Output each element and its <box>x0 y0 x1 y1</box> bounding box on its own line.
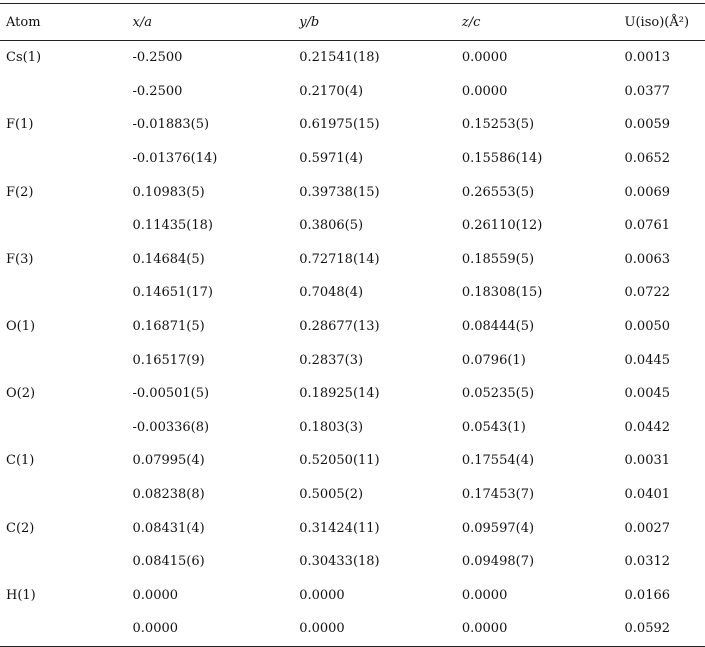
table-row <box>0 41 705 75</box>
table-row <box>0 478 705 512</box>
table-row <box>0 411 705 445</box>
y-coordinate-cell: 0.52050(11) <box>299 453 380 469</box>
atom-cell: O(1) <box>6 319 36 335</box>
table-row <box>0 343 705 377</box>
x-coordinate-cell: 0.10983(5) <box>132 184 205 200</box>
z-coordinate-cell: 0.0000 <box>461 50 508 66</box>
x-coordinate-cell: -0.01883(5) <box>132 117 210 133</box>
header-y: y/b <box>299 4 462 41</box>
atom-cell: Cs(1) <box>6 50 42 66</box>
x-coordinate-cell: 0.08238(8) <box>132 487 205 503</box>
atom-cell: F(1) <box>6 117 34 133</box>
uiso-cell: 0.0401 <box>624 487 671 503</box>
atom-cell: C(1) <box>6 453 35 469</box>
uiso-cell: 0.0166 <box>624 587 671 603</box>
uiso-cell: 0.0027 <box>624 520 671 536</box>
atom-cell: F(2) <box>6 184 34 200</box>
atom-cell <box>0 276 133 310</box>
z-coordinate-cell: 0.26553(5) <box>461 184 535 200</box>
uiso-cell: 0.0050 <box>624 319 671 335</box>
x-coordinate-cell: 0.07995(4) <box>132 453 205 469</box>
y-coordinate-cell: 0.31424(11) <box>299 520 380 536</box>
table-row <box>0 444 705 478</box>
y-coordinate-cell: 0.30433(18) <box>299 554 380 570</box>
x-coordinate-cell: 0.08415(6) <box>132 554 205 570</box>
atom-cell: F(3) <box>6 251 34 267</box>
table-row <box>0 377 705 411</box>
y-coordinate-cell: 0.3806(5) <box>299 218 364 234</box>
y-coordinate-cell: 0.5971(4) <box>299 151 364 167</box>
z-coordinate-cell: 0.15586(14) <box>461 151 543 167</box>
z-coordinate-cell: 0.09498(7) <box>461 554 535 570</box>
uiso-cell: 0.0377 <box>624 83 671 99</box>
atom-cell <box>0 209 133 243</box>
y-coordinate-cell: 0.0000 <box>299 612 462 646</box>
y-coordinate-cell: 0.21541(18) <box>299 50 380 66</box>
header-x: x/a <box>133 4 300 41</box>
table-row <box>0 612 705 646</box>
uiso-cell: 0.0312 <box>624 554 671 570</box>
atomic-coordinates-table <box>0 3 705 647</box>
x-coordinate-cell: -0.00336(8) <box>132 419 210 435</box>
uiso-cell: 0.0045 <box>624 386 671 402</box>
table-row <box>0 75 705 109</box>
atom-cell <box>0 478 133 512</box>
uiso-cell: 0.0445 <box>624 352 671 368</box>
atom-cell <box>0 411 133 445</box>
z-coordinate-cell: 0.17453(7) <box>461 487 535 503</box>
header-uiso: U(iso)(Å²) <box>625 4 705 41</box>
x-coordinate-cell: 0.16871(5) <box>132 319 205 335</box>
x-coordinate-cell: -0.2500 <box>132 83 183 99</box>
uiso-cell: 0.0722 <box>624 285 671 301</box>
y-coordinate-cell: 0.72718(14) <box>299 251 380 267</box>
z-coordinate-cell: 0.0543(1) <box>461 419 526 435</box>
header-z: z/c <box>462 4 625 41</box>
table-row <box>0 142 705 176</box>
z-coordinate-cell: 0.26110(12) <box>461 218 543 234</box>
z-coordinate-cell: 0.0796(1) <box>461 352 526 368</box>
z-coordinate-cell: 0.15253(5) <box>461 117 535 133</box>
uiso-cell: 0.0442 <box>624 419 671 435</box>
x-coordinate-cell: -0.2500 <box>132 50 183 66</box>
x-coordinate-cell: -0.01376(14) <box>132 151 218 167</box>
table-row <box>0 243 705 277</box>
uiso-cell: 0.0761 <box>624 218 671 234</box>
y-coordinate-cell: 0.28677(13) <box>299 319 380 335</box>
x-coordinate-cell: -0.00501(5) <box>132 386 210 402</box>
atom-cell <box>0 142 133 176</box>
table-row <box>0 310 705 344</box>
y-coordinate-cell: 0.0000 <box>299 587 345 603</box>
uiso-cell: 0.0013 <box>624 50 671 66</box>
uiso-cell: 0.0069 <box>624 184 671 200</box>
y-coordinate-cell: 0.61975(15) <box>299 117 380 133</box>
atom-cell <box>0 75 133 109</box>
table-row <box>0 276 705 310</box>
x-coordinate-cell: 0.0000 <box>132 587 179 603</box>
table-body <box>0 41 705 647</box>
uiso-cell: 0.0652 <box>624 151 671 167</box>
x-coordinate-cell: 0.08431(4) <box>132 520 205 536</box>
atom-cell: H(1) <box>6 587 36 603</box>
y-coordinate-cell: 0.2170(4) <box>299 83 364 99</box>
header-atom: Atom <box>0 4 133 41</box>
z-coordinate-cell: 0.08444(5) <box>461 319 535 335</box>
y-coordinate-cell: 0.39738(15) <box>299 184 380 200</box>
y-coordinate-cell: 0.1803(3) <box>299 419 364 435</box>
z-coordinate-cell: 0.0000 <box>461 83 508 99</box>
atom-cell <box>0 612 133 646</box>
z-coordinate-cell: 0.0000 <box>461 587 508 603</box>
z-coordinate-cell: 0.09597(4) <box>461 520 535 536</box>
x-coordinate-cell: 0.14684(5) <box>132 251 205 267</box>
z-coordinate-cell: 0.0000 <box>462 612 625 646</box>
z-coordinate-cell: 0.05235(5) <box>461 386 535 402</box>
table-row <box>0 579 705 613</box>
table-row <box>0 545 705 579</box>
uiso-cell: 0.0031 <box>624 453 671 469</box>
atom-cell: C(2) <box>6 520 35 536</box>
table-row <box>0 108 705 142</box>
atom-cell <box>0 545 133 579</box>
uiso-cell: 0.0063 <box>624 251 671 267</box>
uiso-cell: 0.0592 <box>625 612 705 646</box>
x-coordinate-cell: 0.14651(17) <box>132 285 213 301</box>
table-row <box>0 175 705 209</box>
y-coordinate-cell: 0.2837(3) <box>299 352 364 368</box>
atom-cell: O(2) <box>6 386 36 402</box>
atom-cell <box>0 343 133 377</box>
x-coordinate-cell: 0.11435(18) <box>132 218 213 234</box>
z-coordinate-cell: 0.18308(15) <box>461 285 543 301</box>
y-coordinate-cell: 0.18925(14) <box>299 386 380 402</box>
uiso-cell: 0.0059 <box>624 117 671 133</box>
x-coordinate-cell: 0.0000 <box>133 612 300 646</box>
table-row <box>0 511 705 545</box>
header-row <box>0 4 705 41</box>
z-coordinate-cell: 0.18559(5) <box>461 251 535 267</box>
z-coordinate-cell: 0.17554(4) <box>461 453 535 469</box>
table-row <box>0 209 705 243</box>
table-header <box>0 4 705 41</box>
y-coordinate-cell: 0.7048(4) <box>299 285 364 301</box>
x-coordinate-cell: 0.16517(9) <box>132 352 205 368</box>
y-coordinate-cell: 0.5005(2) <box>299 487 364 503</box>
